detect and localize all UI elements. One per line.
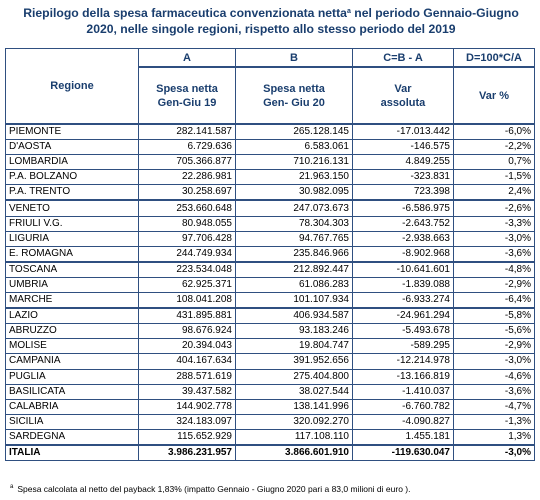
table-row <box>6 246 535 262</box>
table-row <box>6 216 535 231</box>
table-row <box>6 339 535 354</box>
region-cell: PUGLIA <box>6 369 139 384</box>
spesa-2020-cell: 235.846.966 <box>236 246 353 262</box>
region-cell: P.A. BOLZANO <box>6 170 139 185</box>
spesa-2020-cell: 78.304.303 <box>236 216 353 231</box>
spesa-2019-cell: 22.286.981 <box>139 170 236 185</box>
var-percent-cell: -4,7% <box>454 399 535 414</box>
spesa-2020-cell: 101.107.934 <box>236 293 353 309</box>
spesa-2019-cell: 62.925.371 <box>139 277 236 292</box>
region-cell: VENETO <box>6 200 139 216</box>
var-percent-cell: -2,9% <box>454 277 535 292</box>
region-cell: CALABRIA <box>6 399 139 414</box>
region-cell: CAMPANIA <box>6 354 139 369</box>
column-letter-d: D=100*C/A <box>454 49 535 68</box>
var-percent-cell: -3,3% <box>454 216 535 231</box>
spesa-2020-cell: 710.216.131 <box>236 155 353 170</box>
region-cell: TOSCANA <box>6 262 139 278</box>
var-assoluta-cell: -5.493.678 <box>353 324 454 339</box>
var-assoluta-cell: 1.455.181 <box>353 429 454 445</box>
region-column-header: Regione <box>6 49 139 125</box>
spesa-2020-cell: 265.128.145 <box>236 124 353 140</box>
var-percent-cell: -6,0% <box>454 124 535 140</box>
header-spesa-2019: Spesa netta Gen-Giu 19 <box>139 67 236 124</box>
report-title <box>8 5 534 37</box>
var-assoluta-cell: -146.575 <box>353 140 454 155</box>
var-assoluta-cell: -6.586.975 <box>353 200 454 216</box>
region-cell: UMBRIA <box>6 277 139 292</box>
total-spesa-2019-cell: 3.986.231.957 <box>139 445 236 461</box>
table-row <box>6 140 535 155</box>
var-assoluta-cell: -6.933.274 <box>353 293 454 309</box>
var-assoluta-cell: -10.641.601 <box>353 262 454 278</box>
region-cell: SICILIA <box>6 414 139 429</box>
var-percent-cell: 2,4% <box>454 185 535 201</box>
table-row <box>6 277 535 292</box>
region-cell: MARCHE <box>6 293 139 309</box>
spesa-2019-cell: 282.141.587 <box>139 124 236 140</box>
footnote-text: Spesa calcolata al netto del payback 1,83% (impatto Gennaio - Giugno 2020 pari a 83,0 milioni di euro ). <box>17 484 411 494</box>
var-assoluta-cell: -2.938.663 <box>353 231 454 246</box>
spesa-2019-cell: 431.895.881 <box>139 308 236 324</box>
spesa-2020-cell: 19.804.747 <box>236 339 353 354</box>
spesa-2019-cell: 98.676.924 <box>139 324 236 339</box>
var-percent-cell: -1,3% <box>454 414 535 429</box>
spesa-2020-cell: 212.892.447 <box>236 262 353 278</box>
var-assoluta-cell: -24.961.294 <box>353 308 454 324</box>
region-cell: MOLISE <box>6 339 139 354</box>
var-percent-cell: -2,6% <box>454 200 535 216</box>
var-percent-cell: 0,7% <box>454 155 535 170</box>
column-letter-row <box>6 49 535 68</box>
var-percent-cell: -3,0% <box>454 231 535 246</box>
var-assoluta-cell: -13.166.819 <box>353 369 454 384</box>
spesa-2020-cell: 61.086.283 <box>236 277 353 292</box>
spesa-2020-cell: 275.404.800 <box>236 369 353 384</box>
table-row <box>6 200 535 216</box>
spesa-2019-cell: 288.571.619 <box>139 369 236 384</box>
spesa-2019-cell: 115.652.929 <box>139 429 236 445</box>
var-assoluta-cell: -8.902.968 <box>353 246 454 262</box>
spesa-2020-cell: 93.183.246 <box>236 324 353 339</box>
spesa-2020-cell: 117.108.110 <box>236 429 353 445</box>
var-assoluta-cell: -4.090.827 <box>353 414 454 429</box>
table-row <box>6 293 535 309</box>
spesa-2019-cell: 144.902.778 <box>139 399 236 414</box>
table-row <box>6 155 535 170</box>
column-letter-c: C=B - A <box>353 49 454 68</box>
var-assoluta-cell: -323.831 <box>353 170 454 185</box>
spesa-2020-cell: 320.092.270 <box>236 414 353 429</box>
header-spesa-2020: Spesa netta Gen- Giu 20 <box>236 67 353 124</box>
spesa-2020-cell: 94.767.765 <box>236 231 353 246</box>
spesa-2020-cell: 391.952.656 <box>236 354 353 369</box>
var-percent-cell: -3,6% <box>454 246 535 262</box>
var-percent-cell: -2,9% <box>454 339 535 354</box>
var-assoluta-cell: 723.398 <box>353 185 454 201</box>
column-letter-b: B <box>236 49 353 68</box>
total-spesa-2020-cell: 3.866.601.910 <box>236 445 353 461</box>
table-row <box>6 414 535 429</box>
var-percent-cell: -5,6% <box>454 324 535 339</box>
table-body <box>6 124 535 461</box>
spending-table <box>5 48 535 461</box>
title-line1-a: Riepilogo della spesa farmaceutica convenzionata netta <box>23 6 347 20</box>
table-row <box>6 429 535 445</box>
column-letter-a: A <box>139 49 236 68</box>
region-cell: LAZIO <box>6 308 139 324</box>
table-row <box>6 231 535 246</box>
table-row <box>6 354 535 369</box>
var-percent-cell: -5,8% <box>454 308 535 324</box>
region-cell: LIGURIA <box>6 231 139 246</box>
region-cell: P.A. TRENTO <box>6 185 139 201</box>
var-percent-cell: -6,4% <box>454 293 535 309</box>
total-var-assoluta-cell: -119.630.047 <box>353 445 454 461</box>
table-row <box>6 399 535 414</box>
var-percent-cell: -4,6% <box>454 369 535 384</box>
total-region-cell: ITALIA <box>6 445 139 461</box>
table-row <box>6 369 535 384</box>
footnote <box>10 484 410 494</box>
var-percent-cell: -3,0% <box>454 354 535 369</box>
spesa-2020-cell: 138.141.996 <box>236 399 353 414</box>
var-percent-cell: -4,8% <box>454 262 535 278</box>
title-line2: 2020, nelle singole regioni, rispetto allo stesso periodo del 2019 <box>86 22 456 36</box>
var-assoluta-cell: -17.013.442 <box>353 124 454 140</box>
title-footnote-marker: a <box>346 8 351 15</box>
region-cell: FRIULI V.G. <box>6 216 139 231</box>
total-var-percent-cell: -3,0% <box>454 445 535 461</box>
spesa-2019-cell: 97.706.428 <box>139 231 236 246</box>
var-assoluta-cell: -1.410.037 <box>353 384 454 399</box>
var-assoluta-cell: -12.214.978 <box>353 354 454 369</box>
spesa-2019-cell: 6.729.636 <box>139 140 236 155</box>
spesa-2020-cell: 247.073.673 <box>236 200 353 216</box>
region-cell: LOMBARDIA <box>6 155 139 170</box>
header-var-percent: Var % <box>454 67 535 124</box>
spesa-2020-cell: 21.963.150 <box>236 170 353 185</box>
region-cell: E. ROMAGNA <box>6 246 139 262</box>
spesa-2019-cell: 244.749.934 <box>139 246 236 262</box>
table-row <box>6 262 535 278</box>
var-percent-cell: -1,5% <box>454 170 535 185</box>
spesa-2019-cell: 404.167.634 <box>139 354 236 369</box>
region-cell: PIEMONTE <box>6 124 139 140</box>
table-row <box>6 185 535 201</box>
spesa-2019-cell: 39.437.582 <box>139 384 236 399</box>
table-row <box>6 170 535 185</box>
var-assoluta-cell: 4.849.255 <box>353 155 454 170</box>
spesa-2019-cell: 80.948.055 <box>139 216 236 231</box>
var-assoluta-cell: -6.760.782 <box>353 399 454 414</box>
table-row <box>6 324 535 339</box>
footnote-marker: a <box>10 484 14 490</box>
var-assoluta-cell: -2.643.752 <box>353 216 454 231</box>
header-var-assoluta: Var assoluta <box>353 67 454 124</box>
region-cell: D'AOSTA <box>6 140 139 155</box>
spesa-2019-cell: 705.366.877 <box>139 155 236 170</box>
var-assoluta-cell: -589.295 <box>353 339 454 354</box>
spesa-2019-cell: 223.534.048 <box>139 262 236 278</box>
spesa-2020-cell: 406.934.587 <box>236 308 353 324</box>
spesa-2019-cell: 20.394.043 <box>139 339 236 354</box>
spesa-2019-cell: 108.041.208 <box>139 293 236 309</box>
table-row <box>6 124 535 140</box>
var-assoluta-cell: -1.839.088 <box>353 277 454 292</box>
region-cell: ABRUZZO <box>6 324 139 339</box>
spesa-2020-cell: 30.982.095 <box>236 185 353 201</box>
spesa-2019-cell: 30.258.697 <box>139 185 236 201</box>
table-row <box>6 308 535 324</box>
spesa-2020-cell: 38.027.544 <box>236 384 353 399</box>
spesa-2019-cell: 324.183.097 <box>139 414 236 429</box>
spesa-2020-cell: 6.583.061 <box>236 140 353 155</box>
region-cell: SARDEGNA <box>6 429 139 445</box>
region-cell: BASILICATA <box>6 384 139 399</box>
spesa-2019-cell: 253.660.648 <box>139 200 236 216</box>
title-line1-b: nel periodo Gennaio-Giugno <box>350 6 519 20</box>
var-percent-cell: 1,3% <box>454 429 535 445</box>
total-row <box>6 445 535 461</box>
var-percent-cell: -2,2% <box>454 140 535 155</box>
var-percent-cell: -3,6% <box>454 384 535 399</box>
table-row <box>6 384 535 399</box>
